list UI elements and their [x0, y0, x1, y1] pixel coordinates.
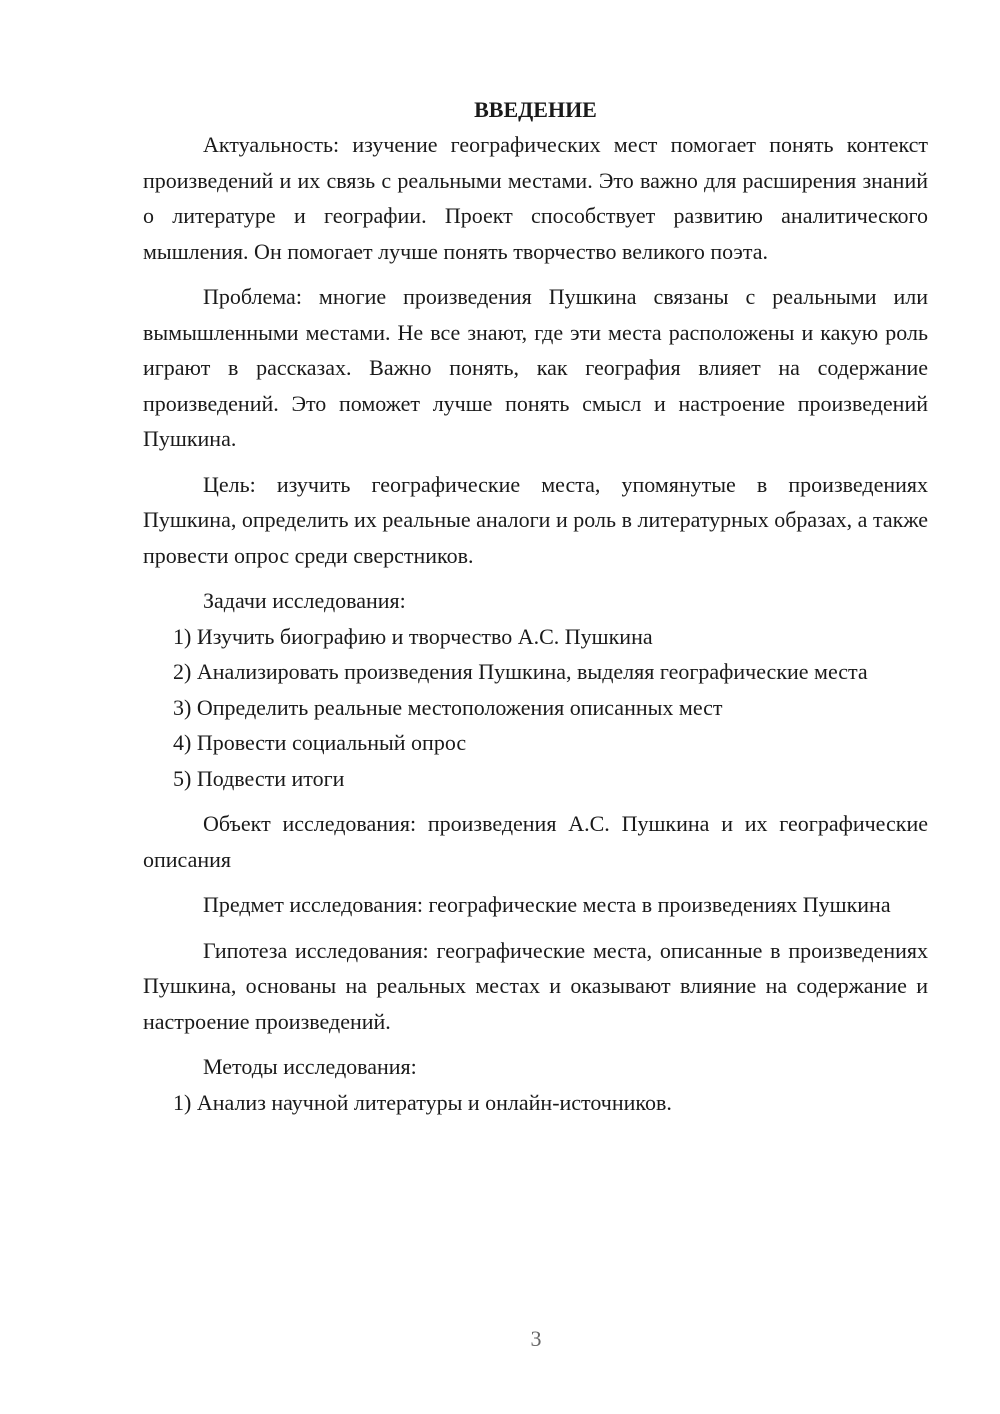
- page-number: 3: [530, 1326, 542, 1351]
- goal-paragraph: Цель: изучить географические места, упомянутые в произведениях Пушкина, определить их реальные аналоги и роль в литературных образах, а также провести опрос среди сверстников.: [143, 471, 928, 568]
- task-item-1: 1) Изучить биографию и творчество А.С. Пушкина: [173, 623, 653, 649]
- task-item-5: 5) Подвести итоги: [173, 765, 345, 791]
- object-paragraph: Объект исследования: произведения А.С. Пушкина и их географические описания: [143, 811, 928, 872]
- method-item-1: 1) Анализ научной литературы и онлайн-источников.: [173, 1089, 672, 1115]
- tasks-heading: Задачи исследования:: [203, 588, 406, 613]
- problem-paragraph: Проблема: многие произведения Пушкина связаны с реальными или вымышленными местами. Не все знают, где эти места расположены и какую роль играют в рассказах. Важно понять, как география влияет на содержание произведений. Это поможет лучше понять смысл и настроение произведений Пушкина.: [143, 284, 928, 451]
- task-item-3: 3) Определить реальные местоположения описанных мест: [173, 694, 723, 720]
- relevance-paragraph: Актуальность: изучение географических мест помогает понять контекст произведений и их связь с реальными местами. Это важно для расширения знаний о литературе и географии. Проект способствует развитию аналитического мышления. Он помогает лучше понять творчество великого поэта.: [143, 132, 928, 264]
- hypothesis-paragraph: Гипотеза исследования: географические места, описанные в произведениях Пушкина, основаны на реальных местах и оказывают влияние на содержание и настроение произведений.: [143, 937, 928, 1034]
- task-item-4: 4) Провести социальный опрос: [173, 730, 467, 755]
- section-title: ВВЕДЕНИЕ: [474, 97, 597, 122]
- task-item-2: 2) Анализировать произведения Пушкина, выделяя географические места: [173, 659, 868, 684]
- subject-paragraph: Предмет исследования: географические места в произведениях Пушкина: [203, 892, 891, 917]
- document-page: [143, 92, 928, 1120]
- methods-heading: Методы исследования:: [203, 1054, 417, 1079]
